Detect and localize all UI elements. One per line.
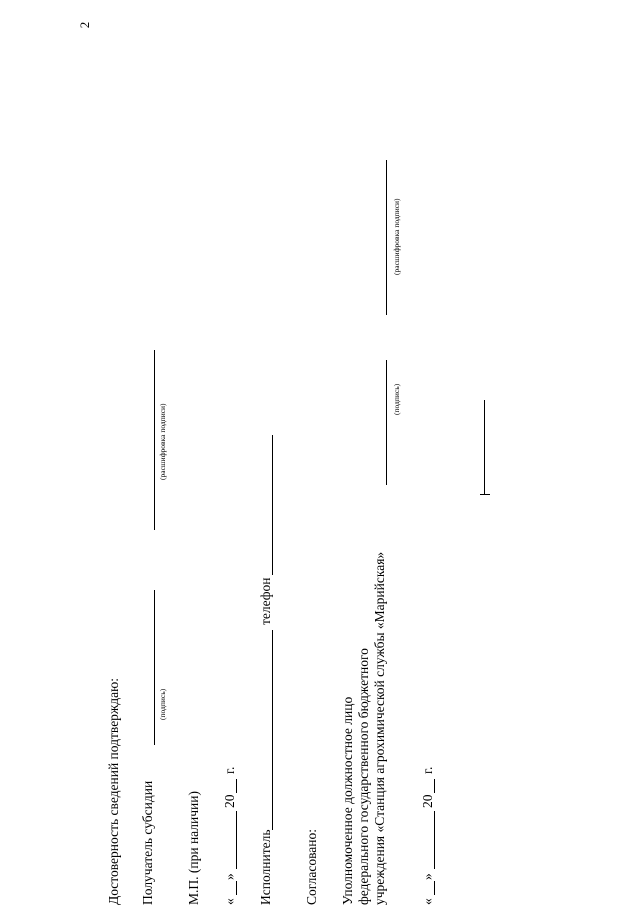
date2-open: «	[420, 898, 435, 905]
official-line-2: федерального государственного бюджетного	[356, 648, 371, 905]
recipient-label: Получатель субсидии	[140, 780, 155, 905]
official-mark	[480, 494, 490, 495]
stamp-label: М.П. (при наличии)	[186, 791, 201, 905]
date2-year-line	[434, 779, 435, 793]
official-signature-line	[386, 360, 387, 485]
date1-close: »	[222, 873, 237, 880]
recipient-decode-line	[154, 350, 155, 530]
date2-close: »	[420, 873, 435, 880]
date2-day-line	[434, 881, 435, 895]
phone-label: телефон	[258, 577, 273, 625]
agreed-label: Согласовано:	[304, 829, 319, 905]
official-decode-line	[386, 160, 387, 315]
phone-line	[272, 435, 273, 575]
executor-line	[272, 630, 273, 830]
date1-open: «	[222, 898, 237, 905]
recipient-signature-caption: (подпись)	[158, 688, 167, 720]
date1-year-line	[236, 779, 237, 793]
recipient-signature-line	[154, 590, 155, 745]
date1-month-line	[236, 811, 237, 869]
date1-day-line	[236, 881, 237, 895]
official-decode-caption: (расшифровка подписи)	[392, 198, 401, 275]
date2-month-line	[434, 811, 435, 869]
date2-year-suffix: г.	[420, 766, 435, 774]
official-line-1: Уполномоченное должностное лицо	[340, 696, 355, 905]
official-signature-caption: (подпись)	[392, 383, 401, 415]
executor-label: Исполнитель	[258, 829, 273, 905]
confirm-text: Достоверность сведений подтверждаю:	[106, 678, 121, 905]
recipient-decode-caption: (расшифровка подписи)	[158, 403, 167, 480]
date1-year-prefix: 20	[222, 794, 237, 808]
official-line-3: учреждения «Станция агрохимической службы «Марийская»	[372, 551, 387, 905]
page-number: 2	[77, 21, 92, 29]
date2-year-prefix: 20	[420, 794, 435, 808]
date1-year-suffix: г.	[222, 766, 237, 774]
official-extra-line	[484, 400, 485, 495]
